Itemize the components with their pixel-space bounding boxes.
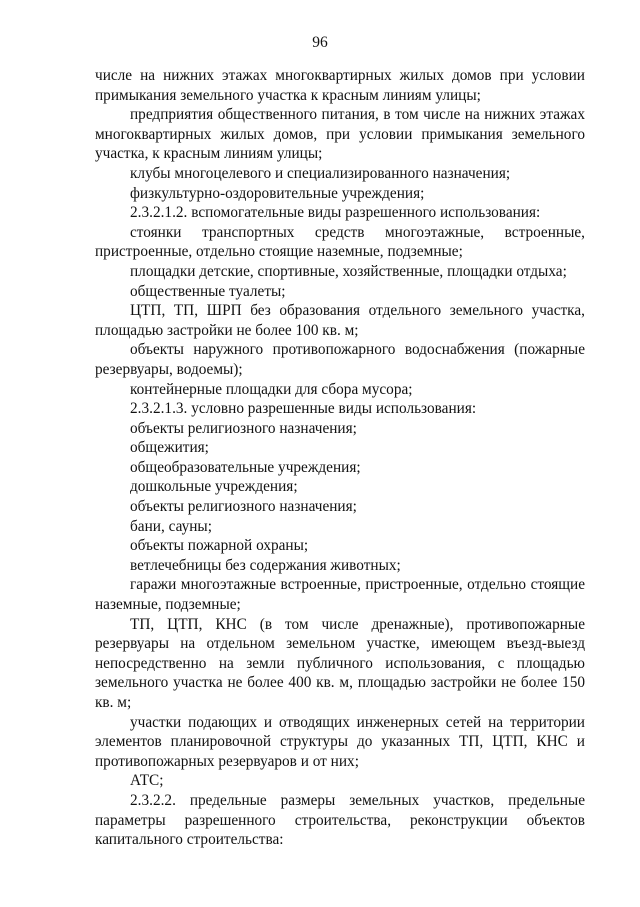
paragraph: участки подающих и отводящих инженерных сетей на территории элементов планировочной структуры до указанных ТП, ЦТП, КНС и противопожарных резервуаров и от них; (95, 713, 585, 770)
paragraph: ТП, ЦТП, КНС (в том числе дренажные), противопожарные резервуары на отдельном земельном участке, имеющем въезд-выезд непосредственно на земли публичного использования, с площадью земельного участка не более 400 кв. м, площадью застройки не более 150 кв. м; (95, 615, 585, 711)
section-heading: 2.3.2.1.3. условно разрешенные виды использования: (130, 400, 477, 418)
paragraph: клубы многоцелевого и специализированного назначения; (130, 164, 511, 182)
paragraph: ветлечебницы без содержания животных; (130, 556, 401, 574)
paragraph: стоянки транспортных средств многоэтажные, встроенные, пристроенные, отдельно стоящие наземные, подземные; (95, 223, 585, 261)
paragraph: числе на нижних этажах многоквартирных жилых домов при условии примыкания земельного участка к красным линиям улицы; (95, 67, 585, 104)
paragraph: бани, сауны; (130, 517, 212, 535)
paragraph: объекты наружного противопожарного водоснабжения (пожарные резервуары, водоемы); (95, 341, 585, 378)
paragraph: объекты религиозного назначения; (130, 419, 357, 437)
paragraph: объекты религиозного назначения; (130, 498, 357, 516)
section-heading: 2.3.2.1.2. вспомогательные виды разрешенного использования: (130, 204, 541, 222)
paragraph: общественные туалеты; (130, 282, 286, 300)
paragraph: ЦТП, ТП, ШРП без образования отдельного земельного участка, площадью застройки не более 100 кв. м; (95, 302, 585, 339)
paragraph: АТС; (130, 772, 164, 790)
paragraph: физкультурно-оздоровительные учреждения; (130, 184, 425, 202)
paragraph: объекты пожарной охраны; (130, 537, 309, 555)
paragraph: предприятия общественного питания, в том числе на нижних этажах многоквартирных жилых домов, при условии примыкания земельного участка, к красным линиям улицы; (95, 106, 585, 163)
page-number: 96 (312, 34, 328, 51)
paragraph: площадки детские, спортивные, хозяйственные, площадки отдыха; (130, 262, 567, 280)
section-heading: 2.3.2.2. предельные размеры земельных участков, предельные параметры разрешенного строительства, реконструкции объектов капитального строительства: (95, 791, 585, 849)
paragraph: общеобразовательные учреждения; (130, 458, 361, 476)
document-body (95, 66, 585, 850)
paragraph: контейнерные площадки для сбора мусора; (130, 380, 413, 398)
paragraph: общежития; (130, 439, 209, 457)
paragraph: гаражи многоэтажные встроенные, пристроенные, отдельно стоящие наземные, подземные; (95, 576, 585, 614)
paragraph: дошкольные учреждения; (130, 478, 298, 496)
